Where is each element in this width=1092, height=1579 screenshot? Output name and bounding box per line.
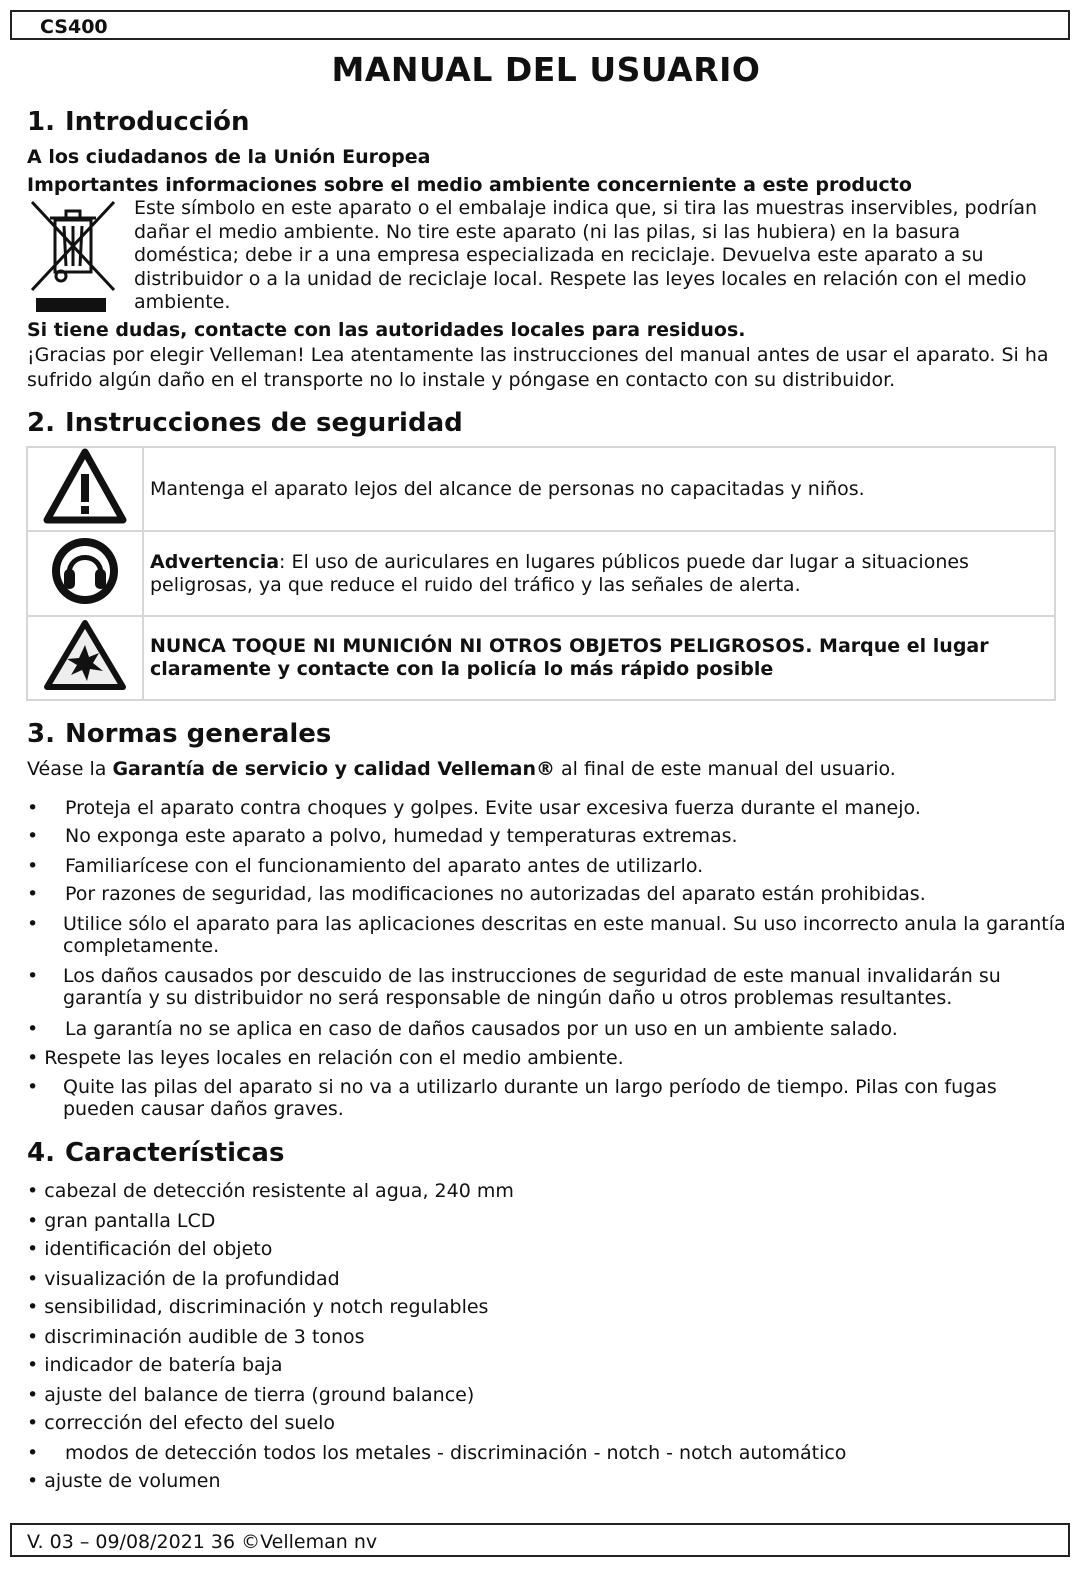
- list-item: • Por razones de seguridad, las modificaciones no autorizadas del aparato están prohibidas.: [27, 883, 1067, 905]
- weee-text: Este símbolo en este aparato o el embalaje indica que, si tira las muestras inservibles, podrían dañar el medio ambiente. No tire este aparato (ni las pilas, si las hubiera) en la basura doméstica; debe ir a una empresa especializada en reciclaje. Devuelva este aparato a su distribuidor o a la unidad de reciclaje local. Respete las leyes locales en relación con el medio ambiente.: [134, 197, 1038, 313]
- section-number: 3.: [27, 719, 55, 749]
- safety-table: [26, 446, 1056, 701]
- model-label: CS400: [40, 16, 108, 38]
- list-item-text: Los daños causados por descuido de las instrucciones de seguridad de este manual invalidarán su garantía y su distribuidor no será responsable de ningún daño u otros problemas resultantes.: [63, 965, 1001, 1009]
- weee-bin-icon: [28, 198, 118, 318]
- safety-row: [27, 531, 1055, 616]
- list-item-text: indicador de batería baja: [44, 1354, 283, 1376]
- list-item-text: Utilice sólo el aparato para las aplicaciones descritas en este manual. Su uso incorrecto anula la garantía completamente.: [63, 913, 1066, 957]
- section-1-heading: [27, 107, 250, 137]
- section-title: Introducción: [65, 107, 250, 137]
- list-item-text: cabezal de detección resistente al agua, 240 mm: [44, 1180, 514, 1202]
- page-title: MANUAL DEL USUARIO: [331, 50, 761, 89]
- explosion-hazard-icon: [43, 619, 127, 691]
- list-item-text: identificación del objeto: [44, 1238, 273, 1260]
- section-number: 2.: [27, 408, 55, 438]
- list-item-text: corrección del efecto del suelo: [44, 1412, 336, 1434]
- safety-icon-cell: [27, 616, 143, 700]
- list-item-text: Quite las pilas del aparato si no va a utilizarlo durante un largo período de tiempo. Pilas con fugas pueden causar daños graves.: [63, 1076, 997, 1120]
- list-item: • Quite las pilas del aparato si no va a utilizarlo durante un largo período de tiempo. Pilas con fugas pueden causar daños graves.: [27, 1076, 1067, 1120]
- list-item-text: sensibilidad, discriminación y notch regulables: [44, 1296, 489, 1318]
- safety-text-cell: [143, 447, 1055, 531]
- safety-text-cell: [143, 616, 1055, 700]
- list-item: • identificación del objeto: [27, 1238, 273, 1260]
- safety-text: : El uso de auriculares en lugares públicos puede dar lugar a situaciones peligrosas, ya que reduce el ruido del tráfico y las señales de alerta.: [150, 550, 969, 596]
- footer-box: [10, 1523, 1070, 1557]
- list-item-text: Respete las leyes locales en relación con el medio ambiente.: [44, 1047, 624, 1069]
- list-item: • Familiarícese con el funcionamiento del aparato antes de utilizarlo.: [27, 855, 1067, 877]
- list-item-text: ajuste de volumen: [44, 1470, 221, 1492]
- section-number: 4.: [27, 1138, 55, 1168]
- ear-protection-icon: [50, 536, 120, 606]
- safety-row: [27, 447, 1055, 531]
- list-item: • visualización de la profundidad: [27, 1268, 340, 1290]
- warning-label: Advertencia: [150, 550, 280, 573]
- safety-icon-cell: [27, 531, 143, 616]
- list-item-text: No exponga este aparato a polvo, humedad y temperaturas extremas.: [65, 825, 738, 847]
- list-item: • sensibilidad, discriminación y notch regulables: [27, 1296, 489, 1318]
- warning-triangle-icon: [43, 448, 127, 524]
- safety-text-cell: [143, 531, 1055, 616]
- list-item: • discriminación audible de 3 tonos: [27, 1326, 365, 1348]
- section-title: Instrucciones de seguridad: [65, 408, 463, 438]
- section-3-heading: [27, 719, 331, 749]
- env-title: Importantes informaciones sobre el medio ambiente concerniente a este producto: [27, 174, 912, 196]
- warranty-reference: [27, 758, 896, 780]
- doubts-text: Si tiene dudas, contacte con las autoridades locales para residuos.: [27, 319, 746, 341]
- list-item-text: Por razones de seguridad, las modificaciones no autorizadas del aparato están prohibidas.: [65, 883, 926, 905]
- warranty-post: al final de este manual del usuario.: [554, 758, 896, 780]
- footer-text: V. 03 – 09/08/2021 36 ©Velleman nv: [27, 1531, 378, 1553]
- list-item: • gran pantalla LCD: [27, 1210, 216, 1232]
- list-item-text: Familiarícese con el funcionamiento del aparato antes de utilizarlo.: [65, 855, 704, 877]
- list-item-text: visualización de la profundidad: [44, 1268, 340, 1290]
- list-item: • Proteja el aparato contra choques y golpes. Evite usar excesiva fuerza durante el manejo.: [27, 797, 1067, 819]
- list-item: • modos de detección todos los metales - discriminación - notch - notch automático: [27, 1442, 1067, 1464]
- list-item: • indicador de batería baja: [27, 1354, 283, 1376]
- section-number: 1.: [27, 107, 55, 137]
- section-2-heading: [27, 408, 463, 438]
- list-item: • Utilice sólo el aparato para las aplicaciones descritas en este manual. Su uso incorrecto anula la garantía completamente.: [27, 913, 1066, 957]
- list-item-text: Proteja el aparato contra choques y golpes. Evite usar excesiva fuerza durante el manejo.: [65, 797, 921, 819]
- list-item-text: discriminación audible de 3 tonos: [44, 1326, 365, 1348]
- safety-icon-cell: [27, 447, 143, 531]
- list-item: • Los daños causados por descuido de las instrucciones de seguridad de este manual invalidarán su garantía y su distribuidor no será responsable de ningún daño u otros problemas resultantes.: [27, 965, 1067, 1009]
- list-item: • La garantía no se aplica en caso de daños causados por un uso en un ambiente salado.: [27, 1018, 1067, 1040]
- list-item: • No exponga este aparato a polvo, humedad y temperaturas extremas.: [27, 825, 1067, 847]
- warranty-link-text: Garantía de servicio y calidad Velleman®: [112, 758, 555, 780]
- safety-text: NUNCA TOQUE NI MUNICIÓN NI OTROS OBJETOS PELIGROSOS. Marque el lugar claramente y contacte con la policía lo más rápido posible: [150, 635, 989, 680]
- list-item: • ajuste de volumen: [27, 1470, 221, 1492]
- list-item: • Respete las leyes locales en relación con el medio ambiente.: [27, 1047, 624, 1069]
- safety-text: Mantenga el aparato lejos del alcance de personas no capacitadas y niños.: [150, 477, 865, 500]
- list-item: • cabezal de detección resistente al agua, 240 mm: [27, 1180, 514, 1202]
- header-box: [10, 10, 1070, 40]
- list-item-text: modos de detección todos los metales - discriminación - notch - notch automático: [65, 1442, 847, 1464]
- list-item-text: ajuste del balance de tierra (ground balance): [44, 1384, 475, 1406]
- list-item: • corrección del efecto del suelo: [27, 1412, 336, 1434]
- list-item-text: gran pantalla LCD: [44, 1210, 216, 1232]
- safety-row: [27, 616, 1055, 700]
- eu-title: A los ciudadanos de la Unión Europea: [27, 146, 431, 168]
- section-title: Características: [65, 1138, 285, 1168]
- list-item-text: La garantía no se aplica en caso de daños causados por un uso en un ambiente salado.: [65, 1018, 898, 1040]
- list-item: • ajuste del balance de tierra (ground balance): [27, 1384, 475, 1406]
- warranty-pre: Véase la: [27, 758, 113, 780]
- section-4-heading: [27, 1138, 284, 1168]
- thanks-text: ¡Gracias por elegir Velleman! Lea atentamente las instrucciones del manual antes de usar el aparato. Si ha sufrido algún daño en el transporte no lo instale y póngase en contacto con su distribuidor.: [27, 344, 1049, 391]
- section-title: Normas generales: [65, 719, 332, 749]
